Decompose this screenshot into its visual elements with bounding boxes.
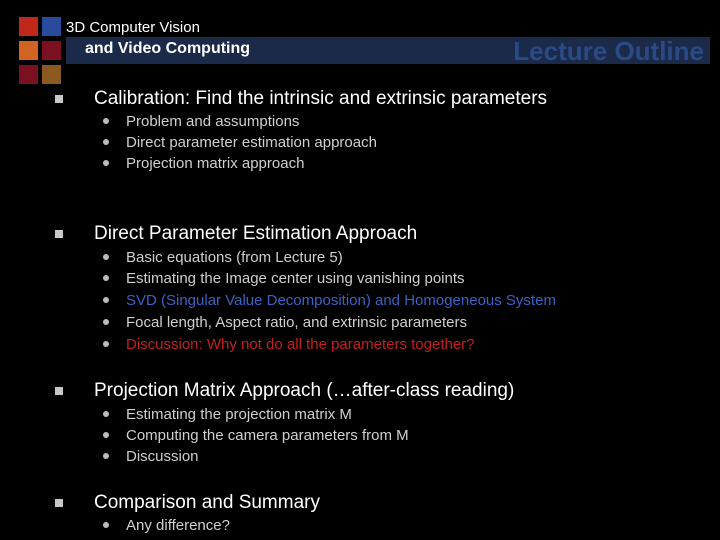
- dot-bullet-icon: [103, 522, 109, 528]
- outline-subitem-label: Discussion: Why not do all the parameters together?: [126, 336, 475, 353]
- outline-subitem-label: Problem and assumptions: [126, 113, 300, 130]
- dot-bullet-icon: [103, 297, 109, 303]
- logo-square: [19, 65, 38, 84]
- dot-bullet-icon: [103, 341, 109, 347]
- square-bullet-icon: [55, 499, 63, 507]
- outline-subitem-label: Basic equations (from Lecture 5): [126, 249, 343, 266]
- outline-subitem-label: Discussion: [126, 448, 199, 465]
- dot-bullet-icon: [103, 432, 109, 438]
- dot-bullet-icon: [103, 118, 109, 124]
- outline-subitem-label: Any difference?: [126, 517, 230, 534]
- outline-item-label: Direct Parameter Estimation Approach: [94, 223, 418, 244]
- dot-bullet-icon: [103, 411, 109, 417]
- dot-bullet-icon: [103, 453, 109, 459]
- dot-bullet-icon: [103, 275, 109, 281]
- dot-bullet-icon: [103, 254, 109, 260]
- logo-square: [42, 17, 61, 36]
- outline-subitem-label: Projection matrix approach: [126, 155, 305, 172]
- outline-item-label: Calibration: Find the intrinsic and extrinsic parameters: [94, 88, 548, 109]
- outline-subitem-label: Estimating the Image center using vanishing points: [126, 270, 465, 287]
- square-bullet-icon: [55, 387, 63, 395]
- square-bullet-icon: [55, 95, 63, 103]
- logo-square: [19, 41, 38, 60]
- dot-bullet-icon: [103, 319, 109, 325]
- course-title-line1: 3D Computer Vision: [66, 19, 200, 36]
- outline-item-label: Projection Matrix Approach (…after-class reading): [94, 380, 515, 401]
- outline-subitem-label: Estimating the projection matrix M: [126, 406, 352, 423]
- outline-subitem-label: Focal length, Aspect ratio, and extrinsic parameters: [126, 314, 468, 331]
- logo-square: [19, 17, 38, 36]
- slide-title: Lecture Outline: [513, 36, 704, 66]
- outline-subitem-label: Direct parameter estimation approach: [126, 134, 377, 151]
- outline-subitem-label: SVD (Singular Value Decomposition) and Homogeneous System: [126, 292, 556, 309]
- logo-square: [42, 41, 61, 60]
- square-bullet-icon: [55, 230, 63, 238]
- logo-square: [42, 65, 61, 84]
- course-title-line2: and Video Computing: [85, 40, 251, 57]
- dot-bullet-icon: [103, 160, 109, 166]
- dot-bullet-icon: [103, 139, 109, 145]
- outline-item-label: Comparison and Summary: [94, 492, 320, 513]
- outline-subitem-label: Computing the camera parameters from M: [126, 427, 409, 444]
